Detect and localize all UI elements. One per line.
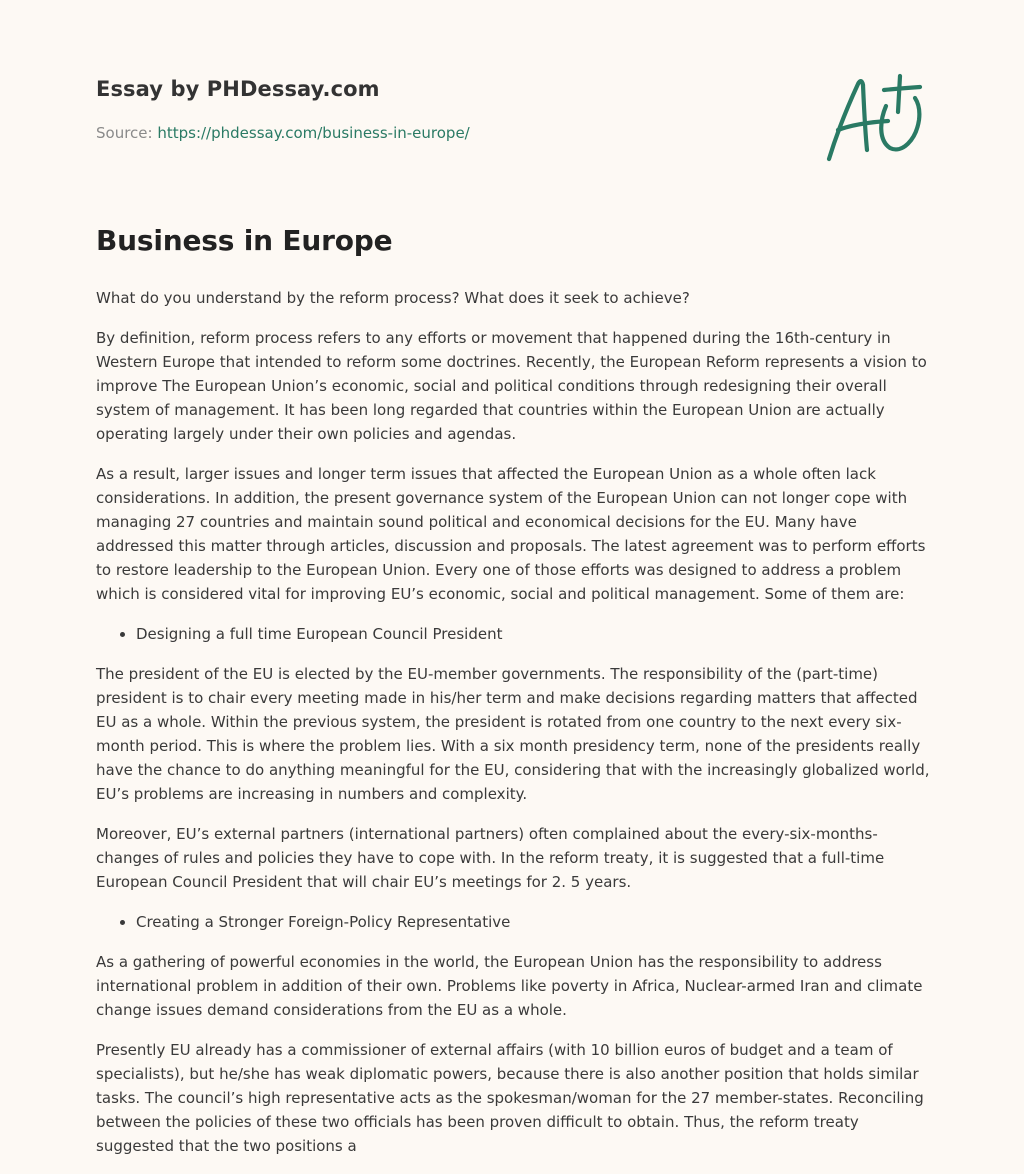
bullet-item: • Creating a Stronger Foreign-Policy Representative xyxy=(136,910,932,934)
essay-body xyxy=(96,286,932,1174)
essay-title: Business in Europe xyxy=(96,224,393,257)
source-label: Source: xyxy=(96,124,158,142)
bullet-item: • Designing a full time European Council President xyxy=(136,622,932,646)
bullet-list xyxy=(96,622,932,646)
source-link[interactable]: https://phdessay.com/business-in-europe/ xyxy=(157,124,470,142)
essay-paragraph: Moreover, EU’s external partners (international partners) often complained about the every-six-months-changes of rules and policies they have to cope with. In the reform treaty, it is suggested that a full-time European Council President that will chair EU’s meetings for 2. 5 years. xyxy=(96,825,885,891)
essay-paragraph: As a gathering of powerful economies in the world, the European Union has the responsibility to address international problem in addition of their own. Problems like poverty in Africa, Nuclear-armed Iran and climate change issues demand considerations from the EU as a whole. xyxy=(96,953,923,1019)
essay-paragraph: By definition, reform process refers to any efforts or movement that happened during the 16th-century in Western Europe that intended to reform some doctrines. Recently, the European Reform represents a vision to improve The European Union’s economic, social and political conditions through redesigning their overall system of management. It has been long regarded that countries within the European Union are actually operating largely under their own policies and agendas. xyxy=(96,329,927,443)
essay-paragraph: As a result, larger issues and longer term issues that affected the European Union as a whole often lack considerations. In addition, the present governance system of the European Union can not longer cope with managing 27 countries and maintain sound political and economical decisions for the EU. Many have addressed this matter through articles, discussion and proposals. The latest agreement was to perform efforts to restore leadership to the European Union. Every one of those efforts was designed to address a problem which is considered vital for improving EU’s economic, social and political management. Some of them are: xyxy=(96,465,926,603)
source-line xyxy=(96,124,470,142)
essay-paragraph: The president of the EU is elected by the EU-member governments. The responsibility of the (part-time) president is to chair every meeting made in his/her term and make decisions regarding matters that affected EU as a whole. Within the previous system, the president is rotated from one country to the next every six-month period. This is where the problem lies. With a six month presidency term, none of the presidents really have the chance to do anything meaningful for the EU, considering that with the increasingly globalized world, EU’s problems are increasing in numbers and complexity. xyxy=(96,665,930,803)
essay-paragraph: What do you understand by the reform process? What does it seek to achieve? xyxy=(96,289,690,307)
site-title: Essay by PHDessay.com xyxy=(96,77,380,101)
bullet-list xyxy=(96,910,932,934)
essay-paragraph: Presently EU already has a commissioner of external affairs (with 10 billion euros of budget and a team of specialists), but he/she has weak diplomatic powers, because there is also another position that holds similar tasks. The council’s high representative acts as the spokesman/woman for the 27 member-states. Reconciling between the policies of these two officials has been proven difficult to obtain. Thus, the reform treaty suggested that the two positions a xyxy=(96,1041,924,1155)
a-plus-logo-icon xyxy=(822,68,928,164)
